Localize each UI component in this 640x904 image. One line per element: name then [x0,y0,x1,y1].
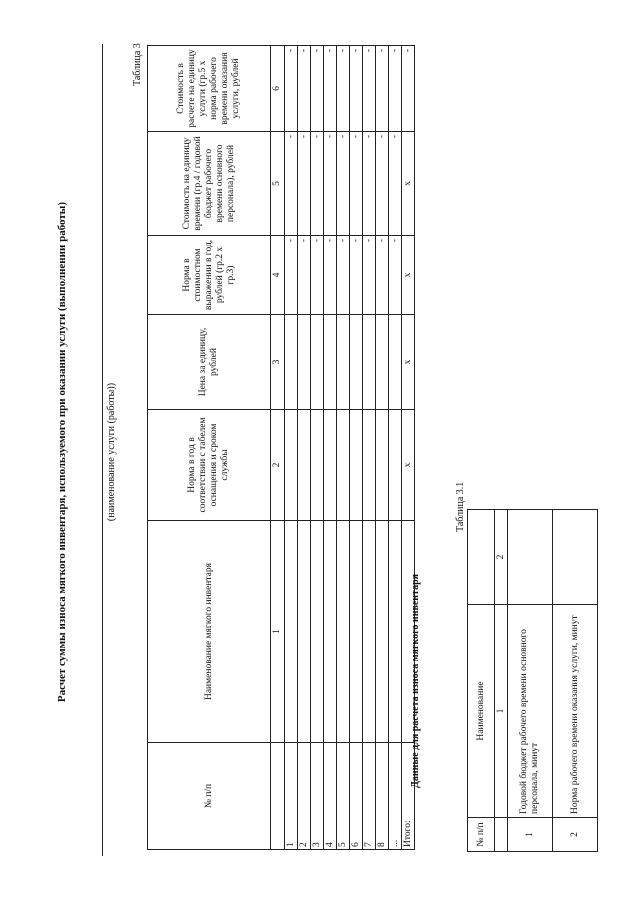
table-row [337,46,350,850]
cell-item-name [285,521,298,743]
total-annual-norm: х [402,410,415,521]
cell-item-name [363,521,376,743]
small-table-row [553,510,598,852]
total-cost-per-service: - [402,46,415,132]
small-header-value [468,510,495,605]
row-number: 3 [311,743,324,850]
section-title: Данные для расчета износа мягкого инвентаря [410,573,421,788]
table-row [311,46,324,850]
inventory-data-table [467,509,598,852]
colnum-4: 4 [271,236,285,315]
row-number: 2 [298,743,311,850]
small-table-row [508,510,553,852]
cell-norm-cost: - [311,236,324,315]
row-number: ... [389,743,402,850]
cell-item-name [298,521,311,743]
table-row [298,46,311,850]
row-number: 1 [285,743,298,850]
cell-unit-price [363,315,376,410]
cell-norm-cost: - [350,236,363,315]
cell-norm-cost: - [324,236,337,315]
row-number: 5 [337,743,350,850]
cell-item-name [389,521,402,743]
header-cost-per-service: Стоимость в расчете на единицу услуги (гр.5 х норма рабочего времени оказания услуги, рублей [148,46,271,132]
colnum-1: 1 [271,521,285,743]
small-colnum-2: 2 [495,510,508,605]
service-name-line [102,44,103,856]
colnum-6: 6 [271,46,285,132]
small-header-name: Наименование [468,605,495,818]
service-name-caption: (наименование услуги (работы)) [106,382,117,522]
cell-cost-per-service: - [298,46,311,132]
cell-cost-per-service: - [285,46,298,132]
cell-unit-price [298,315,311,410]
cell-norm-cost: - [363,236,376,315]
small-row-name: Годовой бюджет рабочего времени основного персонала, минут [508,605,553,818]
colnum-2: 2 [271,410,285,521]
wear-calculation-table [147,45,415,850]
cell-cost-per-service: - [350,46,363,132]
cell-unit-price [337,315,350,410]
header-norm-cost: Норма в стоимостном выражении в год, рублей (гр.2 х гр.3) [148,236,271,315]
cell-cost-per-time: - [337,132,350,236]
table-row [324,46,337,850]
colnum-3: 3 [271,315,285,410]
cell-annual-norm [350,410,363,521]
cell-annual-norm [337,410,350,521]
cell-cost-per-time: - [389,132,402,236]
cell-annual-norm [285,410,298,521]
cell-norm-cost: - [337,236,350,315]
small-row-value [553,510,598,605]
cell-item-name [376,521,389,743]
cell-norm-cost: - [298,236,311,315]
cell-annual-norm [363,410,376,521]
small-column-number-row [495,510,508,852]
header-num: № п/п [148,743,271,850]
cell-annual-norm [376,410,389,521]
table-3-1-label: Таблица 3.1 [455,481,466,532]
cell-cost-per-time: - [311,132,324,236]
cell-cost-per-service: - [363,46,376,132]
cell-norm-cost: - [376,236,389,315]
cell-norm-cost: - [285,236,298,315]
cell-annual-norm [311,410,324,521]
table-row [285,46,298,850]
small-row-number: 1 [508,818,553,852]
small-header-num: № п/п [468,818,495,852]
cell-cost-per-time: - [324,132,337,236]
header-item-name: Наименование мягкого инвентаря [148,521,271,743]
small-colnum-0 [495,818,508,852]
total-unit-price: х [402,315,415,410]
cell-norm-cost: - [389,236,402,315]
total-label: Итого: [402,743,415,850]
cell-cost-per-time: - [285,132,298,236]
cell-cost-per-service: - [376,46,389,132]
cell-unit-price [311,315,324,410]
row-number: 6 [350,743,363,850]
row-number: 4 [324,743,337,850]
table-3-label: Таблица 3 [132,43,143,86]
cell-unit-price [376,315,389,410]
total-norm-cost: х [402,236,415,315]
header-cost-per-time: Стоимость на единицу времени (гр.4 / годовой бюджет рабочего времени основного персонала), рублей [148,132,271,236]
table-row [376,46,389,850]
table-row [389,46,402,850]
cell-annual-norm [389,410,402,521]
row-number: 8 [376,743,389,850]
small-row-name: Норма рабочего времени оказания услуги, минут [553,605,598,818]
small-row-number: 2 [553,818,598,852]
row-number: 7 [363,743,376,850]
cell-cost-per-service: - [311,46,324,132]
table-row [363,46,376,850]
cell-cost-per-time: - [376,132,389,236]
table-header-row [148,46,271,850]
cell-cost-per-service: - [324,46,337,132]
colnum-5: 5 [271,132,285,236]
cell-unit-price [285,315,298,410]
small-table-header-row [468,510,495,852]
cell-cost-per-time: - [298,132,311,236]
cell-item-name [337,521,350,743]
header-annual-norm: Норма в год в соответствии с табелем оснащения и сроком службы [148,410,271,521]
cell-annual-norm [324,410,337,521]
column-number-row [271,46,285,850]
small-row-value [508,510,553,605]
cell-cost-per-service: - [389,46,402,132]
document-title: Расчет суммы износа мягкого инвентаря, используемого при оказании услуги (выполнении работы) [56,201,68,703]
total-cost-per-time: х [402,132,415,236]
header-unit-price: Цена за единицу, рублей [148,315,271,410]
cell-cost-per-time: - [363,132,376,236]
table-row [350,46,363,850]
cell-unit-price [324,315,337,410]
cell-item-name [350,521,363,743]
small-colnum-1: 1 [495,605,508,818]
cell-unit-price [389,315,402,410]
cell-cost-per-service: - [337,46,350,132]
colnum-0 [271,743,285,850]
cell-unit-price [350,315,363,410]
cell-annual-norm [298,410,311,521]
cell-item-name [311,521,324,743]
cell-cost-per-time: - [350,132,363,236]
cell-item-name [324,521,337,743]
